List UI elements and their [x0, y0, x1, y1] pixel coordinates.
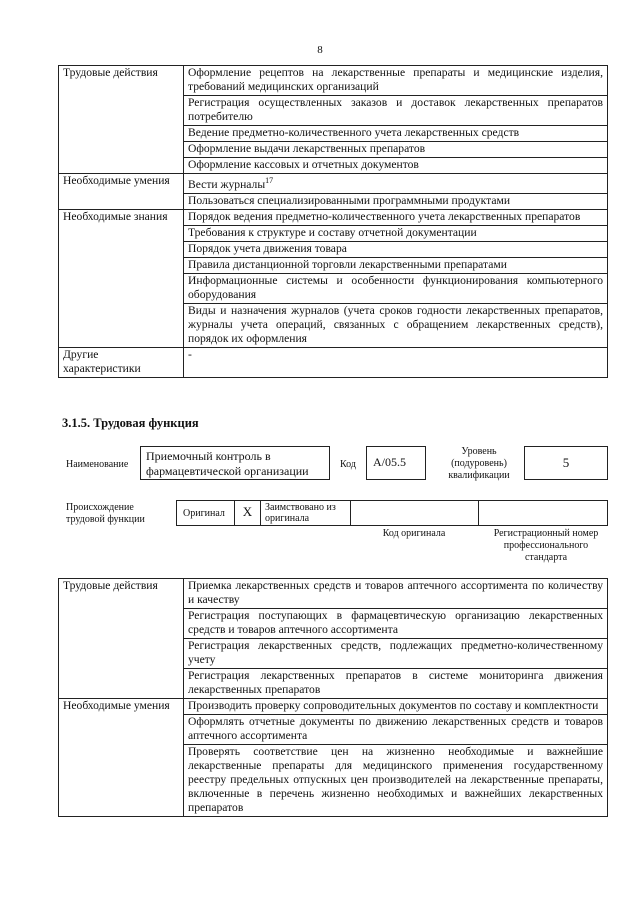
section-title: 3.1.5. Трудовая функция — [62, 416, 199, 430]
function-name-box: Приемочный контроль в фармацевтической организации — [140, 446, 330, 480]
list-item: Пользоваться специализированными программными продуктами — [184, 193, 608, 209]
code-label: Код — [340, 459, 356, 470]
list-item: Регистрация осуществленных заказов и доставок лекарственных препаратов потребителю — [184, 96, 608, 126]
page-number: 8 — [317, 44, 323, 56]
list-item: Виды и назначения журналов (учета сроков годности лекарственных препаратов, журналы учета операций, связанных с обращением лекарственных средств), порядок их оформления — [184, 303, 608, 347]
list-item: Информационные системы и особенности функционирования компьютерного оборудования — [184, 273, 608, 303]
labor-functions-table-2 — [58, 578, 608, 817]
table-row — [59, 699, 608, 715]
name-label: Наименование — [66, 459, 129, 470]
list-item: Регистрация лекарственных средств, подлежащих предметно-количественному учету — [184, 639, 608, 669]
row-label: Трудовые действия — [59, 66, 184, 174]
original-label: Оригинал — [177, 501, 235, 525]
row-label: Трудовые действия — [59, 579, 184, 699]
row-label: Необходимые умения — [59, 174, 184, 210]
list-item: - — [184, 347, 608, 377]
list-item: Оформление рецептов на лекарственные препараты и медицинские изделия, требований медицинских организаций — [184, 66, 608, 96]
table-row — [59, 66, 608, 96]
list-item: Оформлять отчетные документы по движению лекарственных средств и товаров аптечного ассортимента — [184, 715, 608, 745]
table-row — [59, 579, 608, 609]
borrowed-label: Заимствовано из оригинала — [261, 501, 351, 525]
item-text: Вести журналы — [188, 177, 266, 191]
list-item: Производить проверку сопроводительных документов по составу и комплектности — [184, 699, 608, 715]
qualification-level-box: 5 — [524, 446, 608, 480]
list-item: Регистрация лекарственных препаратов в системе мониторинга движения лекарственных препаратов — [184, 669, 608, 699]
orig-code-caption: Код оригинала — [382, 528, 446, 539]
origin-row — [176, 500, 608, 526]
list-item: Ведение предметно-количественного учета лекарственных средств — [184, 126, 608, 142]
list-item — [184, 174, 608, 194]
original-mark: X — [235, 501, 261, 525]
table-row — [59, 209, 608, 225]
reg-number-caption: Регистрационный номер профессионального стандарта — [493, 528, 599, 563]
list-item: Приемка лекарственных средств и товаров аптечного ассортимента по количеству и качеству — [184, 579, 608, 609]
row-label: Другие характеристики — [59, 347, 184, 377]
row-label: Необходимые умения — [59, 699, 184, 817]
list-item: Правила дистанционной торговли лекарственными препаратами — [184, 257, 608, 273]
list-item: Требования к структуре и составу отчетной документации — [184, 225, 608, 241]
row-label: Необходимые знания — [59, 209, 184, 347]
original-code-cell — [351, 501, 479, 525]
footnote-ref: 17 — [265, 176, 274, 185]
list-item: Оформление кассовых и отчетных документов — [184, 158, 608, 174]
list-item: Порядок ведения предметно-количественного учета лекарственных препаратов — [184, 209, 608, 225]
list-item: Регистрация поступающих в фармацевтическую организацию лекарственных средств и товаров аптечного ассортимента — [184, 609, 608, 639]
origin-label: Происхождение трудовой функции — [66, 502, 145, 525]
function-code-box: A/05.5 — [366, 446, 426, 480]
table-row — [59, 347, 608, 377]
table-row — [59, 174, 608, 194]
list-item: Проверять соответствие цен на жизненно необходимые и важнейшие лекарственные препараты для медицинского применения государственному реестру предельных отпускных цен производителей на лекарственные препараты, включенные в перечень жизненно необходимых и важнейших лекарственных препаратов — [184, 745, 608, 817]
list-item: Порядок учета движения товара — [184, 241, 608, 257]
labor-functions-table-1 — [58, 65, 608, 378]
level-label: Уровень (подуровень) квалификации — [448, 446, 510, 481]
reg-number-cell — [479, 501, 607, 525]
list-item: Оформление выдачи лекарственных препаратов — [184, 142, 608, 158]
